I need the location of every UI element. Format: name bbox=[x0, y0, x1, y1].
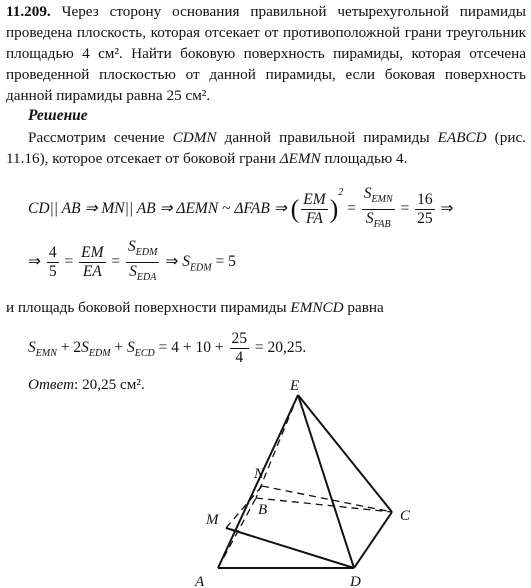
label-E: E bbox=[290, 378, 300, 394]
label-A: A bbox=[195, 574, 205, 588]
problem-text: Через сторону основания правильной четырехугольной пирамиды проведена плоскость, которая отсекает от противоположной грани треугольник площадью 4 см². Найти боковую поверхность пирамиды, которая отсечена проведенной плоскостью от данной пирамиды, если боковая поверхность данной пирамиды равна 25 см². bbox=[6, 3, 527, 104]
problem-number: 11.209. bbox=[6, 3, 51, 20]
solution-paragraph-1: Рассмотрим сечение CDMN данной правильной пирамиды EABCD (рис. 11.16), которое отсекает от боковой грани ΔEMN площадью 4. bbox=[6, 129, 526, 167]
answer: Ответ: 20,25 см². bbox=[28, 376, 145, 393]
label-D: D bbox=[350, 574, 361, 588]
edge-ED bbox=[298, 395, 354, 568]
edge-NC-hidden bbox=[262, 486, 392, 512]
edge-DC bbox=[354, 512, 392, 568]
label-B: B bbox=[258, 502, 268, 518]
edge-MD bbox=[226, 528, 354, 568]
edge-BC-hidden bbox=[256, 498, 392, 512]
equation-similarity: CD|| AB ⇒ MN|| AB ⇒ ΔEMN ~ ΔFAB ⇒ ( $\frac{EM}{FA}$ )$^2$ = $\frac{S_{EMN}}{S_{FAB}}$ = $\frac{16}{25}$ ⇒ bbox=[28, 185, 454, 231]
equation-total-area: $S_{EMN} + 2S_{EDM} + S_{ECD} = 4 + 10$ + $\frac{25}{4}$ = 20,25. bbox=[28, 330, 307, 366]
edge-MN-hidden bbox=[226, 486, 262, 528]
solution-paragraph-2: и площадь боковой поверхности пирамиды EMNCD равна bbox=[6, 299, 384, 316]
solution-label: Решение bbox=[28, 107, 88, 124]
label-N: N bbox=[254, 466, 265, 482]
label-M: M bbox=[206, 512, 219, 528]
label-C: C bbox=[400, 508, 411, 524]
edge-EC bbox=[298, 395, 392, 512]
edge-EB-hidden bbox=[256, 395, 298, 498]
equation-ratio: ⇒ $\frac{4}{5}$ = $\frac{EM}{EA}$ = $\frac{S_{EDM}}{S_{EDA}}$ ⇒ $S_{EDM} = 5$ bbox=[28, 238, 236, 284]
